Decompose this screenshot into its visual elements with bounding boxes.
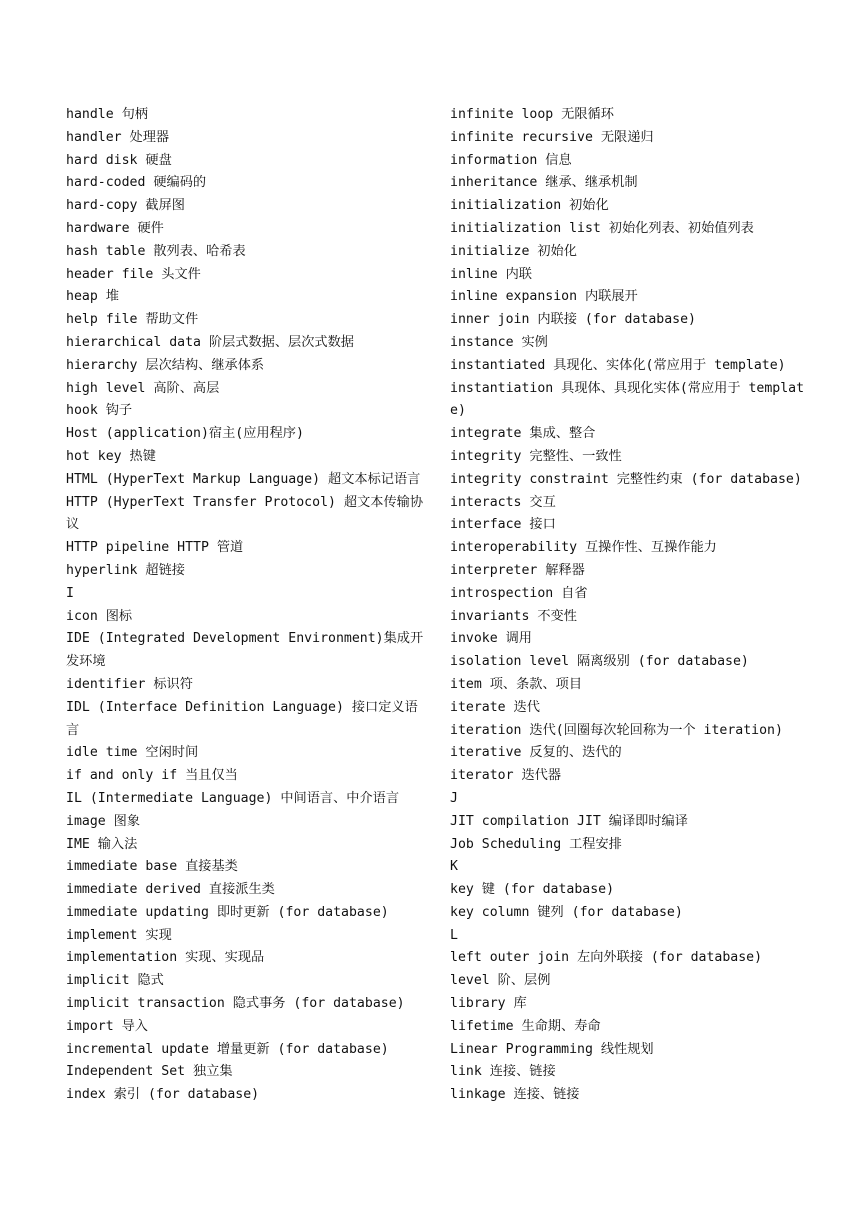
glossary-entry: immediate derived 直接派生类	[66, 882, 275, 898]
glossary-entry: IME 输入法	[66, 836, 138, 852]
glossary-entry: HTTP (HyperText Transfer Protocol) 超文本传输协议	[66, 494, 424, 533]
glossary-entry: infinite loop 无限循环	[450, 107, 614, 122]
glossary-entry: IL (Intermediate Language) 中间语言、中介语言	[66, 790, 400, 806]
glossary-entry: HTTP pipeline HTTP 管道	[66, 540, 244, 556]
glossary-entry: L	[450, 927, 458, 943]
glossary-entry: linkage 连接、链接	[450, 1087, 580, 1103]
glossary-entry: hierarchical data 阶层式数据、层次式数据	[66, 334, 354, 350]
glossary-entry: integrity 完整性、一致性	[450, 448, 622, 464]
glossary-entry: level 阶、层例	[450, 973, 551, 989]
glossary-entry: lifetime 生命期、寿命	[450, 1018, 601, 1034]
glossary-entry: instantiation 具现体、具现化实体(常应用于 template)	[450, 380, 805, 419]
glossary-entry: iteration 迭代(回圈每次轮回称为一个 iteration)	[450, 722, 783, 738]
glossary-entry: isolation level 隔离级别 (for database)	[450, 654, 749, 670]
glossary-entry: library 库	[450, 996, 527, 1012]
glossary-entry: inner join 内联接 (for database)	[450, 312, 696, 328]
glossary-entry: hard-copy 截屏图	[66, 198, 185, 214]
glossary-entry: integrity constraint 完整性约束 (for database)	[450, 471, 802, 487]
glossary-entry: invariants 不变性	[450, 608, 577, 624]
glossary-entry: initialize 初始化	[450, 243, 577, 259]
glossary-entry: hard disk 硬盘	[66, 152, 172, 168]
glossary-entry: hash table 散列表、哈希表	[66, 243, 246, 259]
glossary-column-left	[66, 104, 426, 1107]
glossary-entry: header file 头文件	[66, 266, 201, 282]
glossary-entry: high level 高阶、高层	[66, 380, 220, 396]
glossary-entry: interface 接口	[450, 517, 556, 533]
glossary-entry: K	[450, 859, 458, 875]
glossary-entry: handle 句柄	[66, 107, 148, 122]
glossary-entry: integrate 集成、整合	[450, 426, 596, 442]
glossary-entry: hyperlink 超链接	[66, 562, 185, 578]
glossary-entry: HTML (HyperText Markup Language) 超文本标记语言	[66, 471, 421, 487]
glossary-entry: inline expansion 内联展开	[450, 289, 638, 305]
glossary-entry: interacts 交互	[450, 494, 556, 510]
glossary-entry: invoke 调用	[450, 631, 532, 647]
glossary-entry: Linear Programming 线性规划	[450, 1041, 654, 1057]
glossary-entry: iterator 迭代器	[450, 768, 562, 784]
glossary-entry: IDL (Interface Definition Language) 接口定义语言	[66, 699, 418, 738]
glossary-entry: icon 图标	[66, 608, 133, 624]
glossary-entry: hierarchy 层次结构、继承体系	[66, 357, 265, 373]
glossary-entry: hot key 热键	[66, 448, 156, 464]
glossary-entry: implementation 实现、实现品	[66, 950, 265, 966]
glossary-entry: item 项、条款、项目	[450, 676, 583, 692]
glossary-entry: import 导入	[66, 1018, 148, 1034]
glossary-entry: index 索引 (for database)	[66, 1087, 260, 1103]
glossary-entry: left outer join 左向外联接 (for database)	[450, 950, 763, 966]
glossary-entry: key column 键列 (for database)	[450, 904, 683, 920]
glossary-entry: inline 内联	[450, 266, 532, 282]
glossary-entry: hard-coded 硬编码的	[66, 175, 207, 191]
glossary-entry: inheritance 继承、继承机制	[450, 175, 638, 191]
glossary-entry: J	[450, 790, 458, 806]
glossary-column-right	[450, 104, 810, 1107]
glossary-entry: Host (application)宿主(应用程序)	[66, 426, 304, 442]
glossary-entry: key 键 (for database)	[450, 882, 615, 898]
glossary-entry: Independent Set 独立集	[66, 1064, 233, 1080]
glossary-entry: handler 处理器	[66, 129, 170, 145]
glossary-entry: identifier 标识符	[66, 676, 193, 692]
glossary-entry: implicit 隐式	[66, 973, 164, 989]
glossary-entry: initialization list 初始化列表、初始值列表	[450, 220, 754, 236]
glossary-entry: hardware 硬件	[66, 220, 164, 236]
glossary-entry: Job Scheduling 工程安排	[450, 836, 622, 852]
glossary-entry: information 信息	[450, 152, 572, 168]
glossary-entry: incremental update 增量更新 (for database)	[66, 1041, 389, 1057]
glossary-entry: implement 实现	[66, 927, 172, 943]
glossary-entry: I	[66, 585, 74, 601]
glossary-entry: image 图象	[66, 813, 141, 829]
glossary-entry: IDE (Integrated Development Environment)集成开发环境	[66, 631, 424, 670]
glossary-entry: immediate base 直接基类	[66, 859, 238, 875]
glossary-entry: interpreter 解释器	[450, 562, 585, 578]
glossary-entry: idle time 空闲时间	[66, 745, 199, 761]
glossary-entry: immediate updating 即时更新 (for database)	[66, 904, 389, 920]
glossary-entry: infinite recursive 无限递归	[450, 129, 654, 145]
glossary-entry: hook 钩子	[66, 403, 133, 419]
glossary-entry: instance 实例	[450, 334, 548, 350]
glossary-entry: interoperability 互操作性、互操作能力	[450, 540, 717, 556]
glossary-entry: introspection 自省	[450, 585, 588, 601]
glossary-entry: help file 帮助文件	[66, 312, 199, 328]
glossary-entry: iterate 迭代	[450, 699, 540, 715]
glossary-entry: heap 堆	[66, 289, 119, 305]
glossary-entry: link 连接、链接	[450, 1064, 556, 1080]
glossary-entry: JIT compilation JIT 编译即时编译	[450, 813, 688, 829]
glossary-entry: iterative 反复的、迭代的	[450, 745, 622, 761]
glossary-entry: initialization 初始化	[450, 198, 609, 214]
glossary-entry: if and only if 当且仅当	[66, 768, 238, 784]
glossary-entry: implicit transaction 隐式事务 (for database)	[66, 996, 405, 1012]
glossary-entry: instantiated 具现化、实体化(常应用于 template)	[450, 357, 786, 373]
